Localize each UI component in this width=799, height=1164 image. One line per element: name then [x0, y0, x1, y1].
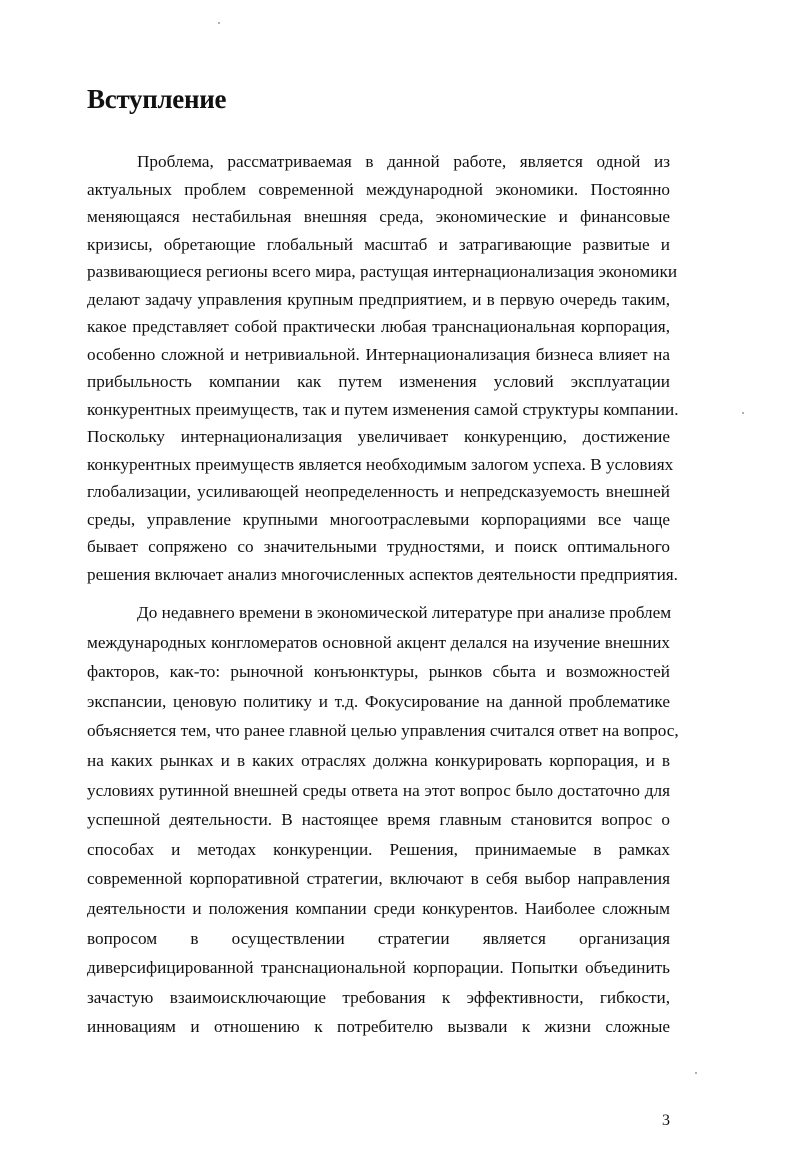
text-line: экспансии, ценовую политику и т.д. Фокусирование на данной проблематике	[87, 691, 670, 711]
text-line: факторов, как-то: рыночной конъюнктуры, рынков сбыта и возможностей	[87, 662, 670, 682]
text-line: какое представляет собой практически любая транснациональная корпорация,	[87, 317, 670, 336]
text-line: Поскольку интернационализация увеличивает конкуренцию, достижение	[87, 427, 670, 446]
text-line: деятельности и положения компании среди конкурентов. Наиболее сложным	[87, 898, 670, 918]
text-line: делают задачу управления крупным предприятием, и в первую очередь таким,	[87, 289, 670, 309]
paragraph-2	[87, 598, 679, 1042]
paragraph-1	[87, 148, 679, 588]
section-heading: Вступление	[87, 84, 227, 114]
text-line: прибыльность компании как путем изменения условий эксплуатации	[87, 372, 670, 391]
text-line: на каких рынках и в каких отраслях должна конкурировать корпорация, и в	[87, 750, 670, 770]
text-line: решения включает анализ многочисленных аспектов деятельности предприятия.	[87, 564, 678, 584]
text-line: зачастую взаимоисключающие требования к эффективности, гибкости,	[87, 987, 670, 1007]
text-line: способах и методах конкуренции. Решения, принимаемые в рамках	[87, 839, 670, 859]
text-line: особенно сложной и нетривиальной. Интернационализация бизнеса влияет на	[87, 344, 670, 364]
scan-speck	[695, 1072, 697, 1074]
text-line: среды, управление крупными многоотраслевыми корпорациями все чаще	[87, 509, 670, 529]
scan-speck	[742, 412, 744, 414]
text-line: кризисы, обретающие глобальный масштаб и затрагивающие развитые и	[87, 234, 670, 254]
text-line: инновациям и отношению к потребителю вызвали к жизни сложные	[87, 1017, 670, 1037]
text-line: актуальных проблем современной международной экономики. Постоянно	[87, 179, 670, 199]
page-number: 3	[662, 1112, 670, 1129]
scan-speck	[218, 22, 220, 24]
text-line: современной корпоративной стратегии, включают в себя выбор направления	[87, 869, 670, 889]
text-line: условиях рутинной внешней среды ответа на этот вопрос было достаточно для	[87, 780, 670, 800]
text-line: вопросом в осуществлении стратегии является организация	[87, 928, 670, 948]
text-line: меняющаяся нестабильная внешняя среда, экономические и финансовые	[87, 207, 670, 226]
text-line: До недавнего времени в экономической литературе при анализе проблем	[137, 603, 672, 622]
text-line: международных конгломератов основной акцент делался на изучение внешних	[87, 632, 670, 652]
text-line: диверсифицированной транснациональной корпорации. Попытки объединить	[87, 958, 670, 978]
text-line: конкурентных преимуществ, так и путем изменения самой структуры компании.	[87, 399, 679, 419]
text-line: глобализации, усиливающей неопределенность и непредсказуемость внешней	[87, 482, 670, 501]
text-line: бывает сопряжено со значительными трудностями, и поиск оптимального	[87, 537, 670, 556]
text-line: успешной деятельности. В настоящее время главным становится вопрос о	[87, 810, 670, 830]
text-line: объясняется тем, что ранее главной целью управления считался ответ на вопрос,	[87, 721, 679, 741]
text-line: развивающиеся регионы всего мира, растущая интернационализация экономики	[87, 262, 678, 281]
text-line: Проблема, рассматриваемая в данной работе, является одной из	[137, 152, 670, 171]
text-line: конкурентных преимуществ является необходимым залогом успеха. В условиях	[87, 454, 674, 474]
